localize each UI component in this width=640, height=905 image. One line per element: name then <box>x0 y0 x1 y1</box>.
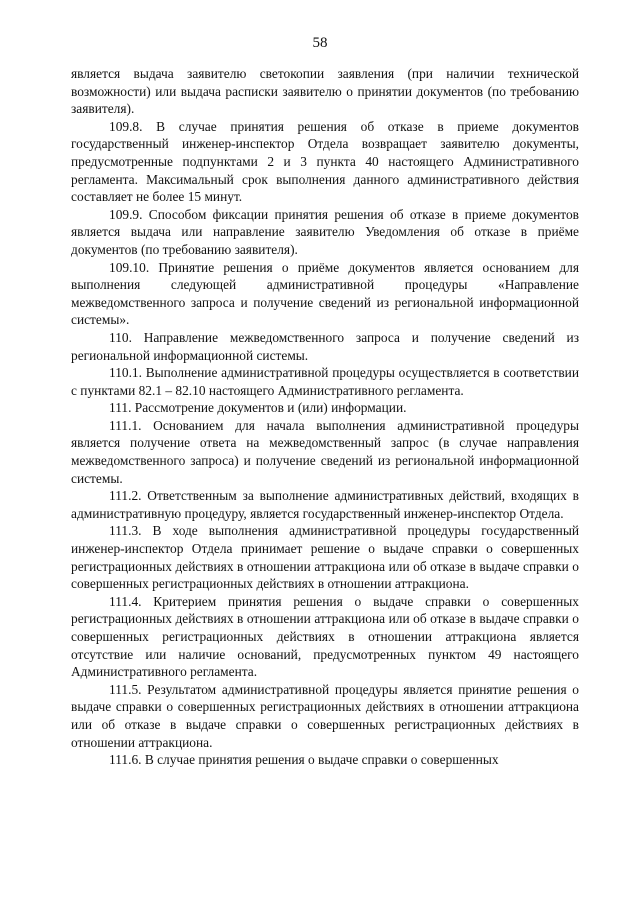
paragraph-109-10: 109.10. Принятие решения о приёме документов является основанием для выполнения следующей административной процедуры «Направление межведомственного запроса и получение сведений из региональной информационной системы». <box>71 259 579 328</box>
paragraph-110-1: 110.1. Выполнение административной процедуры осуществляется в соответствии с пунктами 82.1 – 82.10 настоящего Административного регламента. <box>71 365 579 398</box>
paragraph-111-2: 111.2. Ответственным за выполнение административных действий, входящих в административную процедуру, является государственный инженер-инспектор Отдела. <box>71 488 579 521</box>
paragraph-111: 111. Рассмотрение документов и (или) информации. <box>109 400 407 416</box>
paragraph-111-6: 111.6. В случае принятия решения о выдаче справки о совершенных <box>109 752 499 768</box>
paragraph-109-9: 109.9. Способом фиксации принятия решения об отказе в приеме документов является выдача или направление заявителю Уведомления об отказе в приёме документов (по требованию заявителя). <box>71 206 579 257</box>
page-number: 58 <box>312 35 328 51</box>
paragraph-111-1: 111.1. Основанием для начала выполнения административной процедуры является получение ответа на межведомственный запрос (в случае направления межведомственного запроса) и получение сведений из региональной информационной системы. <box>71 417 579 486</box>
paragraph-110: 110. Направление межведомственного запроса и получение сведений из региональной информационной системы. <box>71 329 579 363</box>
paragraph-111-4: 111.4. Критерием принятия решения о выдаче справки о совершенных регистрационных действиях в отношении аттракциона или об отказе в выдаче справки о совершенных регистрационных действиях в отношении аттракциона является отсутствие или наличие оснований, предусмотренных пунктом 49 настоящего Административного регламента. <box>71 593 579 680</box>
paragraph-111-5: 111.5. Результатом административной процедуры является принятие решения о выдаче справки о совершенных регистрационных действиях в отношении аттракциона или об отказе в выдаче справки о совершенных регистрационных действиях в отношении аттракциона. <box>71 681 579 750</box>
document-body <box>71 65 579 769</box>
paragraph-continuation: является выдача заявителю светокопии заявления (при наличии технической возможности) или выдача расписки заявителю о принятии документов (по требованию заявителя). <box>71 66 579 117</box>
paragraph-111-3: 111.3. В ходе выполнения административной процедуры государственный инженер-инспектор Отдела принимает решение о выдаче справки о совершенных регистрационных действиях в отношении аттракциона или об отказе в выдаче справки о совершенных регистрационных действиях в отношении аттракциона. <box>71 523 579 592</box>
paragraph-109-8: 109.8. В случае принятия решения об отказе в приеме документов государственный инженер-инспектор Отдела возвращает заявителю документы, предусмотренные подпунктами 2 и 3 пункта 40 настоящего Административного регламента. Максимальный срок выполнения данного административного действия составляет не более 15 минут. <box>71 118 579 205</box>
